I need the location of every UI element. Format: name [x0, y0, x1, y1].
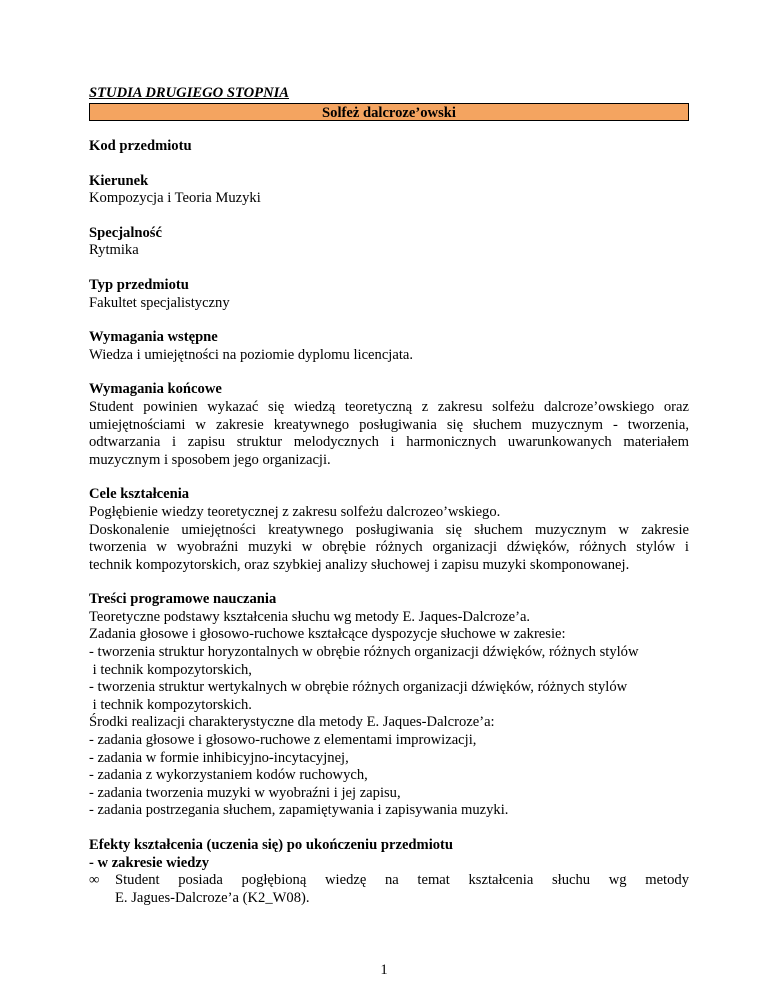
wymagania-koncowe-line: Student powinien wykazać się wiedzą teoretyczną z zakresu solfeżu dalcroze’owskiego oraz: [89, 398, 689, 415]
cele-ksztalcenia-line: tworzenia w wyobraźni muzyki w obrębie różnych organizacji dźwięków, różnych stylów i: [89, 539, 689, 556]
tresci-line: Zadania głosowe i głosowo-ruchowe kształcące dyspozycje słuchowe w zakresie:: [89, 626, 566, 643]
efekty-wiedza-label: - w zakresie wiedzy: [89, 854, 210, 871]
tresci-line: i technik kompozytorskich,: [89, 661, 252, 678]
tresci-programowe-label: Treści programowe nauczania: [89, 591, 277, 608]
tresci-line: - zadania głosowe i głosowo-ruchowe z elementami improwizacji,: [89, 732, 477, 749]
section-specjalnosc: [89, 225, 689, 260]
section-cele-ksztalcenia: [89, 486, 689, 574]
wymagania-koncowe-line: odtwarzania i zapisu struktur melodycznych i harmonicznych uwarunkowanych materiałem: [89, 434, 689, 451]
specjalnosc-value: Rytmika: [89, 242, 139, 259]
cele-ksztalcenia-line: Doskonalenie umiejętności kreatywnego posługiwania się słuchem muzycznym w zakresie: [89, 521, 689, 538]
section-tresci-programowe: [89, 591, 689, 820]
typ-przedmiotu-value: Fakultet specjalistyczny: [89, 294, 230, 311]
wymagania-koncowe-line: muzycznym i sposobem jego organizacji.: [89, 451, 331, 468]
efekty-bullet-line: E. Jagues-Dalcroze’a (K2_W08).: [115, 889, 310, 906]
section-wymagania-wstepne: [89, 329, 689, 364]
tresci-line: i technik kompozytorskich.: [89, 696, 252, 713]
kod-przedmiotu-label: Kod przedmiotu: [89, 138, 192, 154]
tresci-line: - zadania postrzegania słuchem, zapamiętywania i zapisywania muzyki.: [89, 802, 509, 819]
cele-ksztalcenia-label: Cele kształcenia: [89, 486, 190, 503]
document-page: [89, 85, 689, 907]
tresci-line: Teoretyczne podstawy kształcenia słuchu wg metody E. Jaques-Dalcroze’a.: [89, 608, 531, 625]
wymagania-wstepne-value: Wiedza i umiejętności na poziomie dyplomu licencjata.: [89, 346, 414, 363]
section-kod-przedmiotu: [89, 138, 689, 156]
tresci-line: Środki realizacji charakterystyczne dla metody E. Jaques-Dalcroze’a:: [89, 714, 495, 731]
tresci-line: - zadania w formie inhibicyjno-incytacyjnej,: [89, 749, 349, 766]
typ-przedmiotu-label: Typ przedmiotu: [89, 276, 189, 293]
kierunek-value: Kompozycja i Teoria Muzyki: [89, 190, 261, 207]
cele-ksztalcenia-line: Pogłębienie wiedzy teoretycznej z zakresu solfeżu dalcrozeo’wskiego.: [89, 503, 501, 520]
section-wymagania-koncowe: [89, 381, 689, 469]
efekty-bullet-item: [89, 872, 689, 907]
subject-title-box: [89, 103, 689, 121]
tresci-line: - zadania tworzenia muzyki w wyobraźni i jej zapisu,: [89, 784, 401, 801]
document-header-title: STUDIA DRUGIEGO STOPNIA: [89, 85, 290, 101]
wymagania-wstepne-label: Wymagania wstępne: [89, 329, 218, 346]
wymagania-koncowe-line: umiejętnościami w zakresie kreatywnego posługiwania się słuchem muzycznym - tworzenia,: [89, 416, 689, 433]
page-number: 1: [380, 962, 388, 978]
specjalnosc-label: Specjalność: [89, 224, 162, 241]
wymagania-koncowe-label: Wymagania końcowe: [89, 381, 222, 398]
kierunek-label: Kierunek: [89, 172, 149, 189]
cele-ksztalcenia-line: technik kompozytorskich, oraz szybkiej analizy słuchowej i zapisu muzyki skomponowanej.: [89, 556, 630, 573]
efekty-ksztalcenia-label: Efekty kształcenia (uczenia się) po ukończeniu przedmiotu: [89, 837, 454, 853]
tresci-line: - tworzenia struktur horyzontalnych w obrębie różnych organizacji dźwięków, różnych stylów: [89, 644, 639, 661]
section-typ-przedmiotu: [89, 277, 689, 312]
subject-title: Solfeż dalcroze’owski: [322, 105, 456, 121]
infinity-bullet-icon: ∞: [89, 872, 100, 889]
tresci-line: - zadania z wykorzystaniem kodów ruchowych,: [89, 767, 368, 784]
tresci-line: - tworzenia struktur wertykalnych w obrębie różnych organizacji dźwięków, różnych stylów: [89, 679, 628, 696]
section-efekty-ksztalcenia: [89, 837, 689, 907]
section-kierunek: [89, 173, 689, 208]
efekty-bullet-line: Student posiada pogłębioną wiedzę na temat kształcenia słuchu wg metody: [115, 872, 689, 889]
